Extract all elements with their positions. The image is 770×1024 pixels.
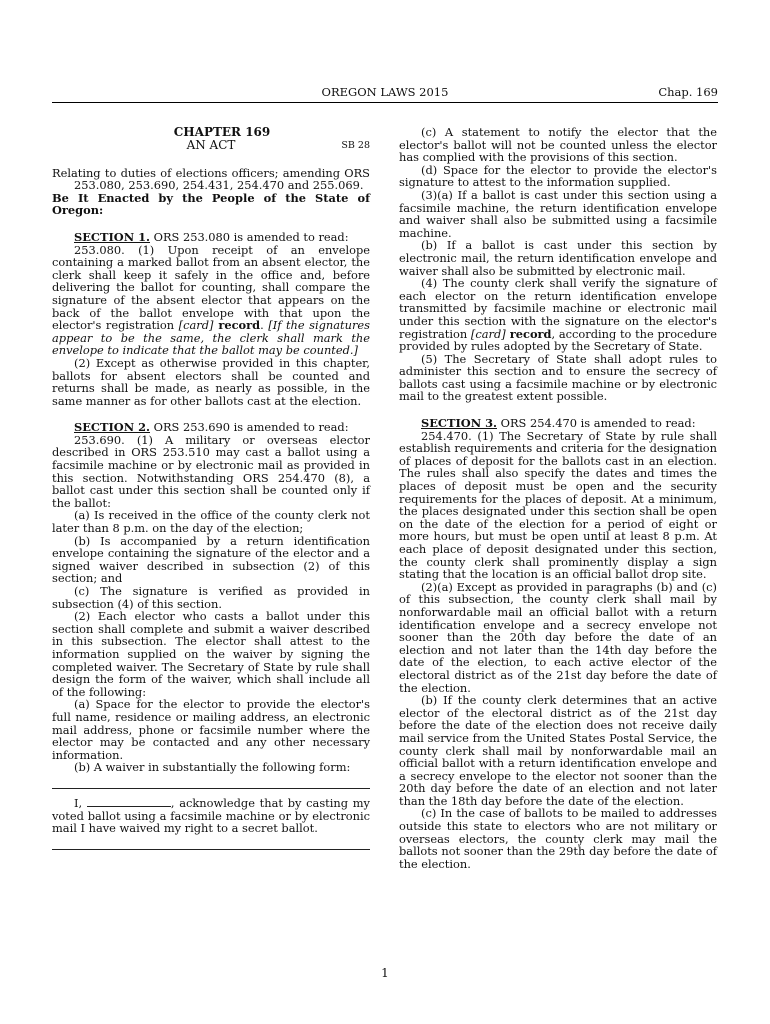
paragraph-3b: (b) If a ballot is cast under this section by electronic mail, the return identification envelope and waiver shall also be submitted by electronic mail.: [399, 238, 717, 278]
section-1-label: SECTION 1.: [74, 229, 150, 244]
added-record: record: [213, 318, 261, 333]
p4-deleted-card: [card]: [470, 326, 506, 341]
enacting-clause: Be It Enacted by the People of the State of Oregon:: [52, 190, 370, 218]
section-3-intro: ORS 254.470 is amended to read:: [496, 416, 696, 431]
chapter-title: CHAPTER 169: [173, 125, 271, 139]
section-1-paragraph-2: (2) Except as otherwise provided in this chapter, ballots for absent electors shall be counted and returns shall be made, as nearly as possible, in the same manner as for other ballots cast at the election.: [52, 355, 370, 408]
running-header: [52, 84, 718, 103]
s1-p1-dot: .: [260, 318, 269, 333]
paragraph-3a: (3)(a) If a ballot is cast under this section using a facsimile machine, the return identification envelope and waiver shall also be submitted using a facsimile machine.: [399, 187, 717, 240]
paragraph-5: (5) The Secretary of State shall adopt rules to administer this section and to ensure the secrecy of ballots cast using a facsimile machine or by electronic mail to the greatest extent possible.: [399, 351, 717, 404]
s1-p1-text: 253.080. (1) Upon receipt of an envelope containing a marked ballot from an absent elector, the clerk shall keep it safely in the office and, before delivering the ballot for counting, shall compare the signature of the absent elector that appears on the back of the ballot envelope with that upon the elector's registration: [52, 242, 370, 333]
section-2-item-a: (a) Is received in the office of the county clerk not later than 8 p.m. on the day of the election;: [52, 508, 370, 536]
document-page: [52, 84, 718, 984]
section-3-label: SECTION 3.: [421, 416, 497, 431]
section-3-paragraph-2b: (b) If the county clerk determines that an active elector of the electoral district as of the 21st day before the date of the election does not receive daily mail service from the United States Postal Service, the county clerk shall mail by nonforwardable mail an official ballot with a return identification envelope and a secrecy envelope to the elector not sooner than the 20th day before the date of an election and not later than the 18th day before the date of the election.: [399, 693, 717, 808]
right-column: [399, 126, 717, 870]
name-blank: [87, 797, 171, 807]
section-2-label: SECTION 2.: [74, 420, 150, 435]
item-c: (c) A statement to notify the elector that the elector's ballot will not be counted unless the elector has complied with the provisions of this section.: [399, 125, 717, 165]
section-1-intro: ORS 253.080 is amended to read:: [149, 229, 349, 244]
section-2-paragraph-2b: (b) A waiver in substantially the following form:: [74, 760, 351, 775]
section-2-item-c: (c) The signature is verified as provided in subsection (4) of this section.: [52, 584, 370, 611]
section-3-paragraph-1: 254.470. (1) The Secretary of State by rule shall establish requirements and criteria for the designation of places of deposit for the ballots cast in an election. The rules shall also specify the dates and times the places of deposit must be open and the security requirements for the places of deposit. At a minimum, the places designated under this section shall be open on the date of the election for a period of eight or more hours, but must be open until at least 8 p.m. At each place of deposit designated under this section, the county clerk shall prominently display a sign stating that the location is an official ballot drop site.: [399, 428, 717, 582]
paragraph-4: [399, 277, 717, 353]
p4-text-end: , according to the procedure provided by rules adopted by the Secretary of State.: [399, 326, 717, 354]
section-3-paragraph-2c: (c) In the case of ballots to be mailed to addresses outside this state to electors who are not military or overseas electors, the county clerk may mail the ballots not sooner than the 29th day before the date of the election.: [399, 806, 717, 871]
section-1-paragraph-1: [52, 244, 370, 357]
section-2-paragraph-2a: (a) Space for the elector to provide the elector's full name, residence or mailing address, an electronic mail address, phone or facsimile number where the elector may be contacted and any other necessary information.: [52, 697, 370, 762]
item-d: (d) Space for the elector to provide the elector's signature to attest to the information supplied.: [399, 162, 717, 190]
section-2-item-b: (b) Is accompanied by a return identification envelope containing the signature of the elector and a signed waiver described in subsection (2) of this section; and: [52, 533, 370, 586]
left-column: [52, 126, 370, 858]
waiver-bottom-rule: [52, 841, 370, 850]
relating-clause: Relating to duties of elections officers; amending ORS 253.080, 253.690, 254.431, 254.470 and 255.069.: [52, 165, 370, 193]
section-2-intro: ORS 253.690 is amended to read:: [149, 420, 349, 435]
page-number: 1: [381, 966, 389, 980]
section-3-paragraph-2a: (2)(a) Except as provided in paragraphs (b) and (c) of this subsection, the county clerk shall mail by nonforwardable mail an official ballot with a return identification envelope and a secrecy envelope not sooner than the 20th day before the date of an election and not later than the 14th day before the date of the election, to each active elector of the electoral district as of the 21st day before the date of the election.: [399, 579, 717, 695]
header-chapter: Chap. 169: [658, 85, 718, 99]
act-line: [52, 139, 370, 153]
section-2-heading: [52, 421, 370, 434]
waiver-i: I,: [74, 795, 87, 810]
waiver-text: [52, 797, 370, 835]
deleted-text: [If the signatures appear to be the same, the clerk shall mark the envelope to indicate that the ballot may be counted.]: [52, 318, 370, 358]
waiver-top-rule: [52, 780, 370, 789]
section-2-paragraph-1: 253.690. (1) A military or overseas elector described in ORS 253.510 may cast a ballot using a facsimile machine or by electronic mail as provided in this section. Notwithstanding ORS 254.470 (8), a ballot cast under this section shall be counted only if the ballot:: [52, 432, 370, 510]
section-3-heading: [399, 417, 717, 430]
waiver-body: , acknowledge that by casting my voted ballot using a facsimile machine or by electronic mail I have waived my right to a secret ballot.: [52, 795, 370, 836]
deleted-card: [card]: [178, 318, 214, 333]
bill-number: SB 28: [341, 139, 370, 151]
header-title: OREGON LAWS 2015: [321, 85, 449, 99]
section-2-paragraph-2: (2) Each elector who casts a ballot under this section shall complete and submit a waiver described in this subsection. The elector shall attest to the information supplied on the waiver by signing the completed waiver. The Secretary of State by rule shall design the form of the waiver, which shall include all of the following:: [52, 609, 370, 699]
act-heading: AN ACT: [186, 137, 236, 152]
p4-added-record: record: [505, 326, 552, 341]
p4-text: (4) The county clerk shall verify the signature of each elector on the return identification envelope transmitted by facsimile machine or electronic mail under this section with the signature on the elector's registration: [399, 276, 717, 341]
